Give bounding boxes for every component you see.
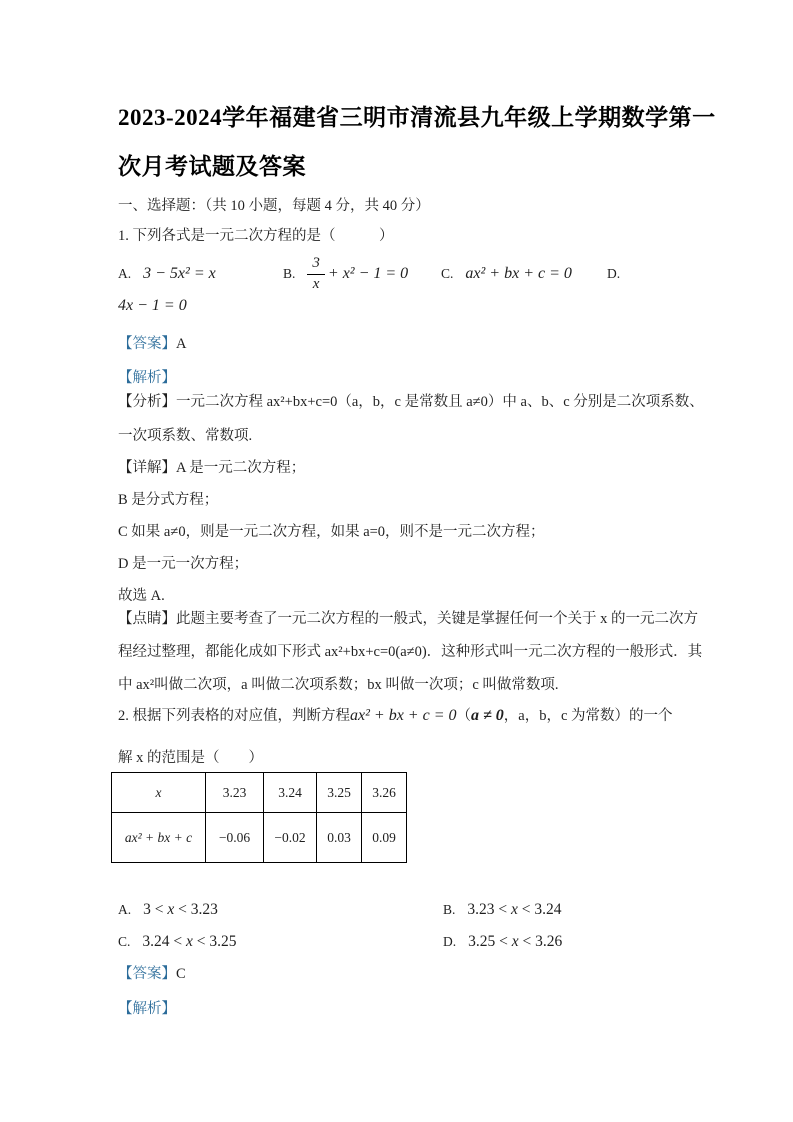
q1-option-a-expression: 3 − 5x² = x: [143, 265, 216, 282]
q2-stem-segment-2: （: [456, 708, 471, 724]
document-title-line-2: 次月考试题及答案: [118, 154, 306, 179]
q1-option-b-expression: [307, 255, 408, 293]
q2-option-a-expression: 3 < x < 3.23: [143, 901, 218, 918]
q2-option-b-label: B.: [443, 902, 456, 917]
q2-option-c-expression: 3.24 < x < 3.25: [142, 933, 237, 950]
table-header-value-2: 3.24: [264, 773, 317, 813]
table-header-value-3: 3.25: [317, 773, 362, 813]
table-header-value-4: 3.26: [362, 773, 407, 813]
q2-option-c-label: C.: [118, 934, 131, 949]
q1-detail-line-4: D 是一元一次方程；: [118, 556, 249, 572]
q1-option-b-label: B.: [283, 266, 296, 281]
q1-option-d: [607, 262, 632, 286]
q2-stem-line-2: 解 x 的范围是（ ）: [118, 750, 263, 766]
q1-analysis-line-1: 【分析】一元二次方程 ax²+bx+c=0（a，b，c 是常数且 a≠0）中 a、b、c 分别是二次项系数、: [118, 394, 704, 410]
q2-option-d-label: D.: [443, 934, 457, 949]
fraction-denominator: x: [312, 275, 320, 292]
table-header-value-1: 3.23: [206, 773, 264, 813]
q2-stem-line-1: [118, 704, 718, 728]
section-header: 一、选择题：（共 10 小题，每题 4 分，共 40 分）: [118, 198, 430, 214]
q1-detail-line-1: 【详解】A 是一元二次方程；: [118, 460, 306, 476]
table-value-1: −0.06: [206, 813, 264, 863]
fraction-numerator: 3: [307, 255, 325, 274]
table-value-row: [112, 813, 407, 863]
q2-option-c: [118, 930, 237, 954]
q2-option-a-label: A.: [118, 902, 132, 917]
q2-option-b-expression: 3.23 < x < 3.24: [467, 901, 562, 918]
q1-option-c-expression: ax² + bx + c = 0: [465, 265, 572, 282]
q1-detail-line-2: B 是分式方程；: [118, 492, 219, 508]
q1-option-c-label: C.: [441, 266, 454, 281]
answer-tag: 【答案】: [118, 336, 176, 352]
q1-point-line-1: 【点睛】此题主要考查了一元二次方程的一般式，关键是掌握任何一个关于 x 的一元二次方: [118, 611, 698, 627]
q1-option-c: [441, 262, 572, 286]
q2-option-b: [443, 898, 562, 922]
q2-answer-line: [118, 962, 718, 986]
analysis-tag: 【解析】: [118, 1001, 176, 1017]
table-value-2: −0.02: [264, 813, 317, 863]
table-header-row: [112, 773, 407, 813]
q1-option-d-label: D.: [607, 266, 621, 281]
value-table: [111, 772, 407, 863]
q1-point-line-3: 中 ax²叫做二次项，a 叫做二次项系数；bx 叫做一次项；c 叫做常数项.: [118, 677, 559, 693]
table-value-3: 0.03: [317, 813, 362, 863]
q2-stem-equation: ax² + bx + c = 0: [350, 707, 457, 724]
table-header-x: x: [112, 773, 206, 813]
q2-stem-condition: a ≠ 0: [471, 707, 504, 724]
q1-analysis-line-2: 一次项系数、常数项.: [118, 428, 253, 444]
q2-stem-segment-3: ，a，b，c 为常数）的一个: [503, 708, 673, 724]
q2-answer-value: C: [176, 966, 186, 982]
table-row-label: ax² + bx + c: [112, 813, 206, 863]
document-title-line-1: 2023-2024学年福建省三明市清流县九年级上学期数学第一: [118, 105, 716, 130]
table-value-4: 0.09: [362, 813, 407, 863]
q1-point-line-2: 程经过整理，都能化成如下形式 ax²+bx+c=0(a≠0)．这种形式叫一元二次方程的一般形式．其: [118, 644, 703, 660]
q1-detail-line-3: C 如果 a≠0，则是一元二次方程，如果 a=0，则不是一元二次方程；: [118, 524, 545, 540]
q1-option-b-expression-rest: + x² − 1 = 0: [327, 265, 409, 282]
q1-answer-line: [118, 332, 718, 356]
answer-tag: 【答案】: [118, 966, 176, 982]
q2-option-a: [118, 898, 218, 922]
q1-option-a: [118, 262, 216, 286]
q1-answer-value: A: [176, 336, 187, 352]
q1-conclusion-line: 故选 A.: [118, 588, 165, 604]
q2-option-d: [443, 930, 562, 954]
q2-analysis-tag-line: [118, 997, 718, 1021]
q1-stem: 1. 下列各式是一元二次方程的是（ ）: [118, 228, 394, 244]
q1-option-a-label: A.: [118, 266, 132, 281]
fraction: [307, 255, 325, 293]
q1-analysis-tag-line: [118, 366, 718, 390]
q1-option-d-expression: 4x − 1 = 0: [118, 297, 187, 314]
q2-stem-segment-1: 2. 根据下列表格的对应值，判断方程: [118, 708, 350, 724]
analysis-tag: 【解析】: [118, 370, 176, 386]
q2-option-d-expression: 3.25 < x < 3.26: [468, 933, 563, 950]
